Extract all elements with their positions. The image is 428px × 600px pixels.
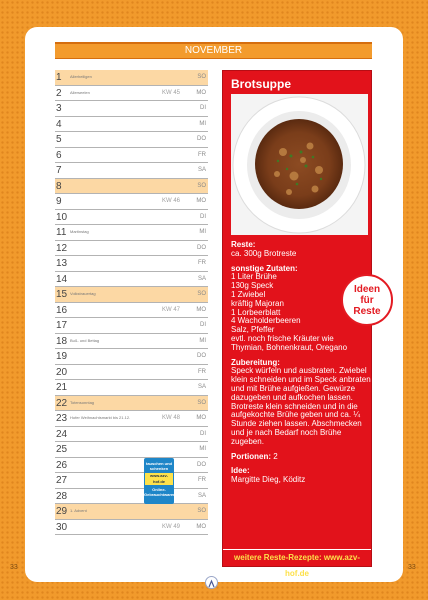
day-number: 24 — [56, 428, 68, 440]
weekday: MO — [196, 523, 206, 530]
day-number: 4 — [56, 118, 62, 130]
day-number: 22 — [56, 397, 68, 409]
day-row — [55, 473, 208, 489]
recipe-text — [231, 241, 371, 491]
day-number: 6 — [56, 149, 62, 161]
weekday: DI — [200, 105, 206, 111]
weekday: SA — [197, 275, 206, 282]
day-number: 9 — [56, 196, 62, 207]
reste-badge — [341, 274, 393, 326]
week-number: KW 46 — [162, 198, 181, 204]
day-list — [55, 70, 208, 535]
day-number: 17 — [56, 320, 68, 331]
weekday: MO — [196, 415, 206, 421]
day-row — [55, 520, 208, 536]
day-row — [55, 504, 208, 520]
day-row — [55, 318, 208, 334]
recipe-panel — [222, 70, 381, 578]
recipe-footer-link[interactable]: weitere Reste-Rezepte: www.azv-hof.de — [223, 549, 371, 566]
month-header: NOVEMBER — [55, 42, 372, 59]
week-number: KW 49 — [162, 523, 181, 530]
day-number: 18 — [56, 335, 68, 347]
weekday: DI — [200, 213, 206, 220]
idee-label: Idee: — [231, 466, 250, 476]
day-row — [55, 334, 208, 350]
day-row — [55, 380, 208, 396]
day-row — [55, 442, 208, 458]
page-number-right: 33 — [408, 564, 416, 571]
weekday: MI — [199, 337, 206, 344]
zutat-item: 1 Lorbeerblatt — [231, 307, 281, 317]
page-number-left: 33 — [10, 564, 18, 571]
calendar-page — [25, 27, 403, 582]
day-number: 26 — [56, 459, 68, 471]
day-row — [55, 241, 208, 257]
weekday: FR — [198, 260, 206, 266]
day-number: 1 — [56, 72, 62, 83]
swap-ad-url: www.azv-hof.de — [145, 473, 173, 485]
day-row — [55, 225, 208, 241]
day-number: 13 — [56, 258, 68, 269]
day-row — [55, 70, 208, 86]
day-row — [55, 349, 208, 365]
weekday: DO — [197, 353, 206, 359]
day-number: 8 — [56, 180, 62, 192]
badge-line3: Reste — [353, 306, 381, 317]
logo-icon — [205, 576, 218, 589]
weekday: SO — [197, 291, 206, 297]
day-row — [55, 163, 208, 179]
weekday: SO — [197, 182, 206, 189]
day-note: Volkstrauertag — [70, 291, 96, 296]
day-note: Buß- und Bettag — [70, 337, 100, 343]
swap-ad-box[interactable] — [144, 458, 187, 504]
weekday: DO — [197, 461, 206, 468]
zutat-item: 1 Zwiebel — [231, 289, 266, 299]
day-row — [55, 194, 208, 210]
day-note: 1. Advent — [70, 508, 87, 513]
day-row — [55, 365, 208, 381]
weekday: SA — [197, 167, 206, 173]
day-row — [55, 303, 208, 319]
day-number: 3 — [56, 103, 62, 114]
zutat-item: 4 Wacholderbeeren — [231, 316, 301, 326]
weekday: SO — [197, 508, 206, 514]
zutaten-label: sonstige Zutaten: — [231, 263, 298, 273]
day-row — [55, 272, 208, 288]
portionen-label: Portionen: — [231, 451, 271, 461]
day-number: 2 — [56, 87, 62, 99]
weekday: FR — [198, 151, 206, 158]
day-number: 10 — [56, 211, 68, 223]
day-number: 16 — [56, 304, 68, 316]
day-row — [55, 148, 208, 164]
day-row — [55, 427, 208, 443]
day-number: 30 — [56, 521, 68, 533]
day-number: 19 — [56, 351, 68, 362]
weekday: DO — [197, 244, 206, 251]
weekday: SA — [197, 384, 206, 390]
day-number: 11 — [56, 227, 67, 238]
day-row — [55, 287, 208, 303]
day-row — [55, 86, 208, 102]
day-number: 29 — [56, 506, 68, 517]
weekday: MI — [199, 229, 206, 235]
day-number: 15 — [56, 289, 68, 300]
day-number: 25 — [56, 444, 68, 455]
day-row — [55, 458, 208, 474]
day-note: Martinstag — [70, 229, 89, 234]
portionen-value: 2 — [273, 451, 278, 461]
day-row — [55, 210, 208, 226]
weekday: FR — [198, 368, 206, 375]
weekday: MO — [196, 198, 206, 204]
weekday: SA — [197, 492, 206, 499]
weekday: DI — [200, 430, 206, 437]
weekday: DI — [200, 322, 206, 328]
zutat-item: 1 Liter Brühe — [231, 272, 277, 282]
soup-photo — [231, 94, 368, 235]
badge-line2: für — [360, 295, 374, 306]
week-number: KW 45 — [162, 89, 181, 96]
day-row — [55, 411, 208, 427]
day-row — [55, 117, 208, 133]
day-row — [55, 256, 208, 272]
weekday: SO — [197, 399, 206, 406]
week-number: KW 47 — [162, 306, 181, 313]
swap-ad-line1: tauschen und schenken — [145, 461, 172, 471]
weekday: MI — [199, 446, 206, 452]
day-note: Allerseelen — [70, 89, 90, 95]
weekday: SO — [197, 74, 206, 80]
day-note: Allerheiligen — [70, 74, 92, 79]
day-number: 12 — [56, 242, 68, 254]
zutat-item: evtl. noch frische Kräuter wie — [231, 333, 334, 343]
zubereitung-label: Zubereitung: — [231, 357, 280, 367]
day-row — [55, 396, 208, 412]
day-number: 21 — [56, 382, 68, 393]
day-number: 7 — [56, 165, 62, 176]
day-row — [55, 132, 208, 148]
idee-value: Margitte Dieg, Köditz — [231, 475, 306, 485]
zutat-item: kräftig Majoran — [231, 298, 284, 308]
zubereitung-text: Speck würfeln und ausbraten. Zwiebel klein schneiden und im Speck anbraten und mit Brühe aufgießen. Gewürze dazugeben und aufkochen lassen. Brotreste klein schneiden und in die aufgekochte Brühe geben und ca. ¼ Stunde ziehen lassen. Abschmecken und je nach Bedarf noch Brühe zugeben. — [231, 366, 371, 446]
weekday: MO — [196, 89, 206, 96]
day-note: Hofer Weihnachtsmarkt bis 21.12. — [70, 415, 131, 420]
day-number: 14 — [56, 273, 68, 285]
day-number: 27 — [56, 475, 68, 486]
zutat-item: 130g Speck — [231, 281, 274, 291]
day-note: Totensonntag — [70, 399, 95, 405]
swap-ad-line3: Online-Gebrauchtwarenbörse — [144, 487, 187, 497]
weekday: MI — [199, 120, 206, 127]
day-row — [55, 179, 208, 195]
reste-label: Reste: — [231, 240, 256, 249]
day-row — [55, 101, 208, 117]
weekday: FR — [198, 477, 206, 483]
weekday: DO — [197, 136, 206, 142]
reste-value: ca. 300g Brotreste — [231, 248, 297, 258]
zutat-item: Thymian, Bohnenkraut, Oregano — [231, 342, 348, 352]
weekday: MO — [196, 306, 206, 313]
zutaten-list — [231, 272, 347, 351]
zutat-item: Salz, Pfeffer — [231, 325, 275, 335]
day-number: 20 — [56, 366, 68, 378]
recipe-title: Brotsuppe — [231, 77, 291, 91]
day-number: 23 — [56, 413, 68, 424]
week-number: KW 48 — [162, 415, 181, 421]
day-number: 5 — [56, 134, 62, 145]
day-number: 28 — [56, 490, 68, 502]
badge-line1: Ideen — [353, 284, 381, 295]
